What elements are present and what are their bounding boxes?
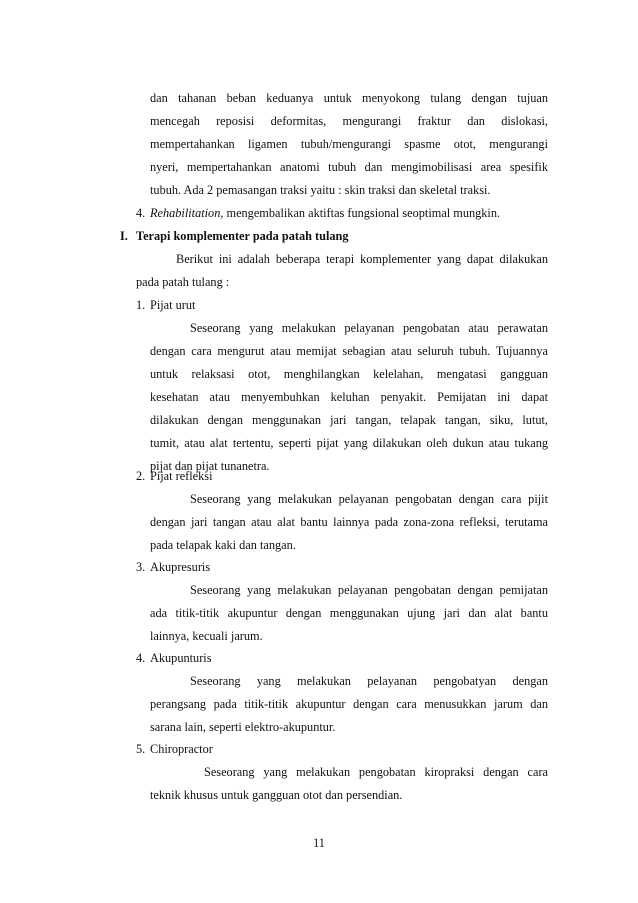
section-heading: Terapi komplementer pada patah tulang [136, 229, 349, 243]
therapy-line: tumit, atau alat tertentu, seperti pijat yang dilakukan oleh dukun atau tukang [150, 436, 548, 450]
paragraph-line: nyeri, mempertahankan anatomi tubuh dan mengimobilisasi area spesifik [150, 160, 548, 174]
intro-line: pada patah tulang : [136, 275, 230, 289]
therapy-line: pada telapak kaki dan tangan. [150, 538, 296, 552]
therapy-line: dengan cara mengurut atau memijat sebagian atau seluruh tubuh. Tujuannya [150, 344, 548, 358]
list-number: 4. [136, 206, 146, 220]
therapy-title: Akupunturis [150, 651, 212, 665]
therapy-line: Seseorang yang melakukan pelayanan pengobatan atau perawatan [190, 321, 548, 335]
therapy-line: perangsang pada titik-titik akupuntur dengan cara menusukkan jarum dan [150, 697, 548, 711]
therapy-line: pijat dan pijat tunanetra. [150, 459, 270, 473]
therapy-line: teknik khusus untuk gangguan otot dan persendian. [150, 788, 403, 802]
therapy-line: untuk relaksasi otot, menghilangkan kelelahan, mengatasi gangguan [150, 367, 548, 381]
therapy-line: Seseorang yang melakukan pelayanan pengobatan dengan pemijatan [190, 583, 548, 597]
therapy-line: kesehatan atau menyembuhkan keluhan penyakit. Pemijatan ini dapat [150, 390, 548, 404]
list-number: 5. [136, 742, 146, 756]
therapy-title: Chiropractor [150, 742, 213, 756]
paragraph-line: mencegah reposisi deformitas, mengurangi fraktur dan dislokasi, [150, 114, 548, 128]
page-number: 11 [313, 836, 325, 850]
paragraph-line: tubuh. Ada 2 pemasangan traksi yaitu : skin traksi dan skeletal traksi. [150, 183, 491, 197]
therapy-line: ada titik-titik akupuntur dengan menggunakan ujung jari dan alat bantu [150, 606, 548, 620]
list-number: 3. [136, 560, 146, 574]
list-number: 4. [136, 651, 146, 665]
paragraph-line: dan tahanan beban keduanya untuk menyokong tulang dengan tujuan [150, 91, 548, 105]
intro-line: Berikut ini adalah beberapa terapi komplementer yang dapat dilakukan [176, 252, 548, 266]
therapy-line: lainnya, kecuali jarum. [150, 629, 263, 643]
continuation-paragraph [150, 87, 548, 202]
therapy-body [150, 511, 548, 557]
therapy-title: Pijat refleksi [150, 469, 213, 483]
therapy-line: Seseorang yang melakukan pengobatan kiropraksi dengan cara [204, 765, 548, 779]
therapy-body [150, 693, 548, 739]
section-letter: I. [120, 229, 128, 243]
list-number: 1. [136, 298, 146, 312]
therapy-title: Akupresuris [150, 560, 211, 574]
therapy-line: dengan jari tangan atau alat bantu lainnya pada zona-zona refleksi, terutama [150, 515, 548, 529]
rehabilitation-item [150, 202, 548, 225]
therapy-line: Seseorang yang melakukan pelayanan pengobatyan dengan [190, 674, 548, 688]
paragraph-line: mempertahankan ligamen tubuh/mengurangi spasme otot, mengurangi [150, 137, 548, 151]
therapy-title: Pijat urut [150, 298, 196, 312]
rehabilitation-text: , mengembalikan aktiftas fungsional seoptimal mungkin. [220, 206, 501, 220]
therapy-body [150, 340, 548, 478]
rehabilitation-term: Rehabilitation [150, 206, 221, 220]
list-number: 2. [136, 469, 146, 483]
therapy-body [150, 602, 548, 648]
therapy-line: sarana lain, seperti elektro-akupuntur. [150, 720, 336, 734]
therapy-line: dilakukan dengan menggunakan jari tangan, telapak tangan, siku, lutut, [150, 413, 548, 427]
therapy-line: Seseorang yang melakukan pelayanan pengobatan dengan cara pijit [190, 492, 548, 506]
